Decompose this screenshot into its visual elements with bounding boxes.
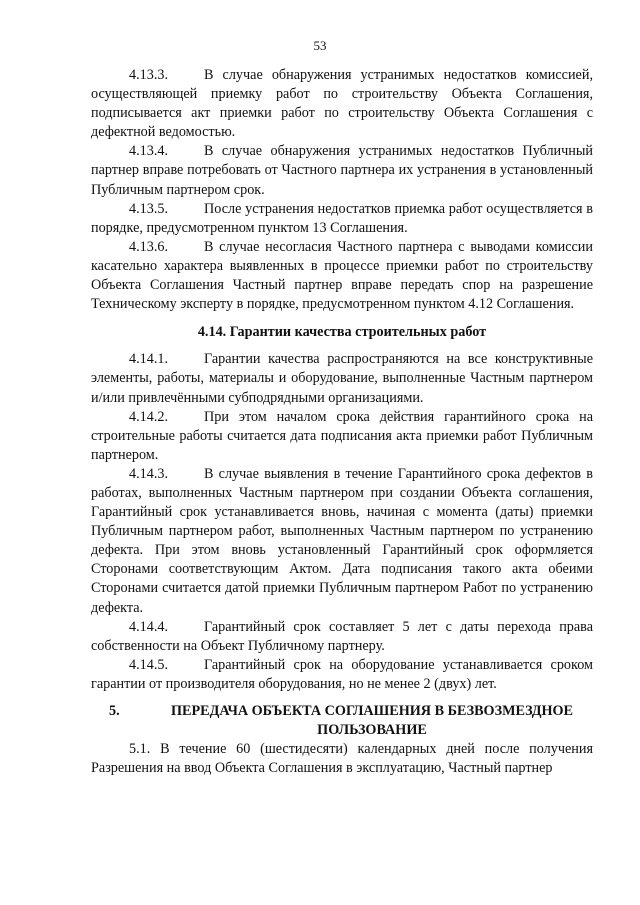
clause-number: 4.14.4. xyxy=(129,618,169,635)
clause-text: Гарантийный срок на оборудование устанавливается сроком гарантии от производителя оборудования, но не менее 2 (двух) лет. xyxy=(91,656,593,692)
clause-number: 4.14.5. xyxy=(129,656,169,673)
section-title: ПЕРЕДАЧА ОБЪЕКТА СОГЛАШЕНИЯ В БЕЗВОЗМЕЗДНОЕ ПОЛЬЗОВАНИЕ xyxy=(170,703,574,739)
clause-4-14-1 xyxy=(91,350,593,407)
section-number: 5. xyxy=(109,703,120,719)
clause-4-14-4 xyxy=(91,618,593,656)
clause-text: В случае несогласия Частного партнера с выводами комиссии касательно характера выявленных в процессе приемки работ по строительству Объекта Соглашения Частный партнер вправе передать спор на разрешение Техническому эксперту в порядке, предусмотренном пунктом 4.12 Соглашения. xyxy=(91,238,593,313)
clause-4-13-5 xyxy=(91,200,593,238)
clause-text: В случае обнаружения устранимых недостатков комиссией, осуществляющей приемку работ по строительству Объекта Соглашения, подписывается акт приемки работ по строительству Объекта Соглашения с дефектной ведомостью. xyxy=(91,67,593,141)
clause-number: 4.14.1. xyxy=(129,351,169,368)
page-number: 53 xyxy=(313,38,327,53)
clause-text: Гарантии качества распространяются на все конструктивные элементы, работы, материалы и оборудование, выполненные Частным партнером и/или привлечёнными субподрядными организациями. xyxy=(91,351,593,406)
clause-5-1: 5.1. В течение 60 (шестидесяти) календарных дней после получения Разрешения на ввод Объекта Соглашения в эксплуатацию, Частный партнер xyxy=(91,741,593,777)
clause-text: В случае выявления в течение Гарантийного срока дефектов в работах, выполненных Частным партнером при создании Объекта соглашения, Гарантийный срок устанавливается вновь, начиная с момента (даты) приемки Публичным партнером работ, выполненных Частным партнером по устранению дефекта. При этом вновь установленный Гарантийный срок оформляется Сторонами соответствующим Актом. Дата подписания такого акта обеими Сторонами считается датой приемки Публичным партнером Работ по устранению дефекта. xyxy=(91,465,593,616)
clause-text: После устранения недостатков приемка работ осуществляется в порядке, предусмотренном пунктом 13 Соглашения. xyxy=(91,200,593,236)
clause-number: 4.13.6. xyxy=(129,238,169,255)
clause-4-14-5 xyxy=(91,656,593,694)
clause-number: 4.13.5. xyxy=(129,200,169,217)
document-body xyxy=(91,66,593,778)
clause-number: 4.14.3. xyxy=(129,465,169,482)
clause-4-14-3 xyxy=(91,465,593,618)
clause-text: В случае обнаружения устранимых недостатков Публичный партнер вправе потребовать от Частного партнера их устранения в установленный Публичным партнером срок. xyxy=(91,143,593,198)
clause-4-13-6 xyxy=(91,238,593,314)
clause-number: 4.13.4. xyxy=(129,143,169,160)
clause-number: 4.14.2. xyxy=(129,408,169,425)
section-heading-5 xyxy=(91,702,593,740)
clause-text: Гарантийный срок составляет 5 лет с даты перехода права собственности на Объект Публичному партнеру. xyxy=(91,618,593,654)
clause-text: При этом началом срока действия гарантийного срока на строительные работы считается дата подписания акта приемки работ Публичным партнером. xyxy=(91,408,593,463)
clause-4-13-4 xyxy=(91,142,593,199)
clause-number: 4.13.3. xyxy=(129,67,169,83)
clause-4-14-2 xyxy=(91,408,593,465)
clause-4-13-3 xyxy=(91,66,593,142)
section-heading-4-14: 4.14. Гарантии качества строительных работ xyxy=(197,324,487,341)
